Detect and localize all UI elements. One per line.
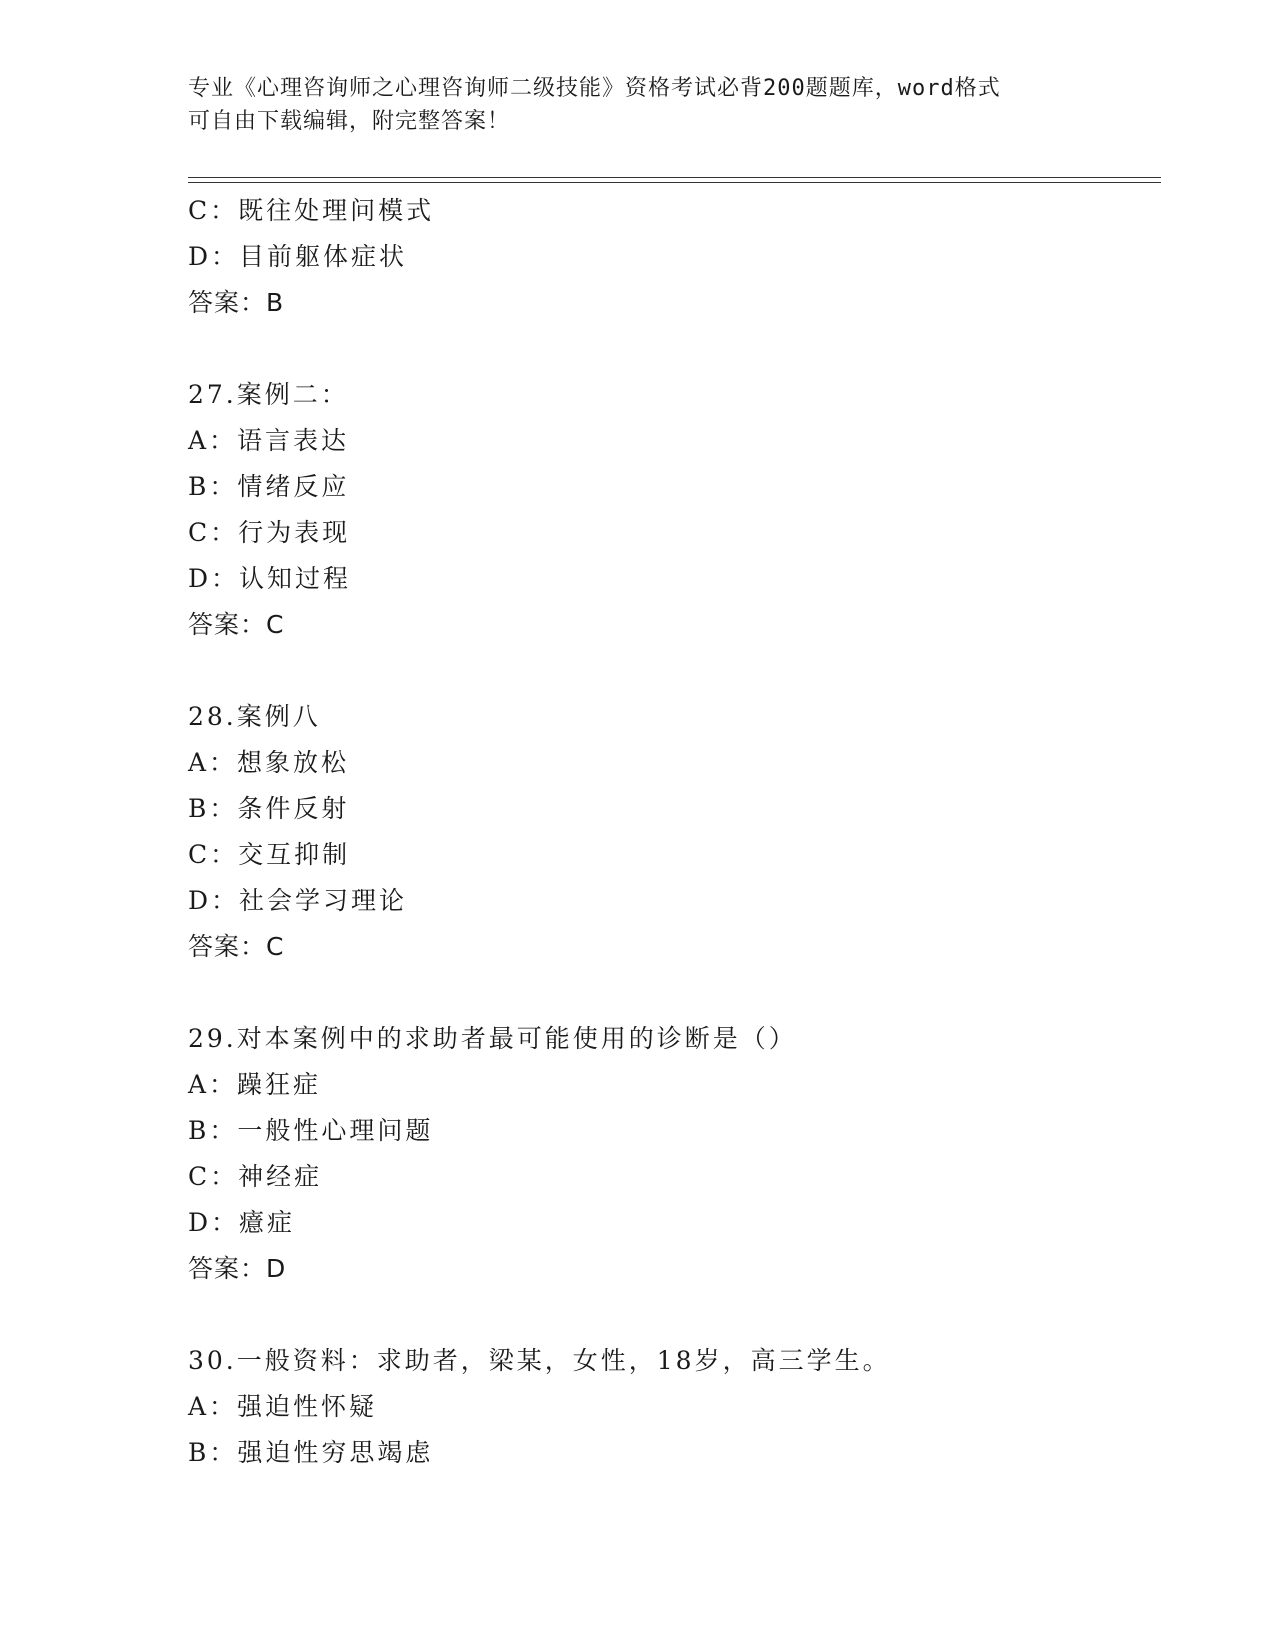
document-header <box>188 72 1088 138</box>
option-a: A：强迫性怀疑 <box>188 1392 378 1421</box>
option-a: A：躁狂症 <box>188 1070 322 1099</box>
question-title: 28.案例八 <box>188 702 321 731</box>
option-a: A：想象放松 <box>188 748 350 777</box>
header-divider-thick <box>188 177 1161 178</box>
option-c: C：既往处理问模式 <box>188 196 435 225</box>
option-c: C：交互抑制 <box>188 840 351 869</box>
option-b: B：条件反射 <box>188 794 350 823</box>
question-spacer <box>188 648 1148 694</box>
answer-line: 答案：C <box>188 932 285 961</box>
option-b: B：强迫性穷思竭虑 <box>188 1438 434 1467</box>
option-b: B：一般性心理问题 <box>188 1116 434 1145</box>
option-d: D：癔症 <box>188 1208 296 1237</box>
question-27 <box>188 372 1148 648</box>
question-spacer <box>188 970 1148 1016</box>
answer-line: 答案：D <box>188 1254 287 1283</box>
question-30 <box>188 1338 1148 1476</box>
header-title-line-2: 可自由下载编辑，附完整答案！ <box>188 109 511 134</box>
option-b: B：情绪反应 <box>188 472 350 501</box>
question-list <box>188 188 1148 1476</box>
option-c: C：神经症 <box>188 1162 323 1191</box>
question-29 <box>188 1016 1148 1292</box>
question-title: 27.案例二： <box>188 380 349 409</box>
question-28 <box>188 694 1148 970</box>
answer-line: 答案：B <box>188 288 285 317</box>
header-title-line-1: 专业《心理咨询师之心理咨询师二级技能》资格考试必背200题题库，word格式 <box>188 76 1001 101</box>
question-title: 30.一般资料：求助者，梁某，女性，18岁，高三学生。 <box>188 1346 891 1375</box>
header-divider-thin <box>188 182 1161 183</box>
option-d: D：社会学习理论 <box>188 886 408 915</box>
question-spacer <box>188 326 1148 372</box>
option-a: A：语言表达 <box>188 426 350 455</box>
option-d: D：目前躯体症状 <box>188 242 408 271</box>
answer-line: 答案：C <box>188 610 285 639</box>
option-c: C：行为表现 <box>188 518 351 547</box>
question-26-continued <box>188 188 1148 326</box>
question-title: 29.对本案例中的求助者最可能使用的诊断是（） <box>188 1024 797 1053</box>
question-spacer <box>188 1292 1148 1338</box>
option-d: D：认知过程 <box>188 564 352 593</box>
